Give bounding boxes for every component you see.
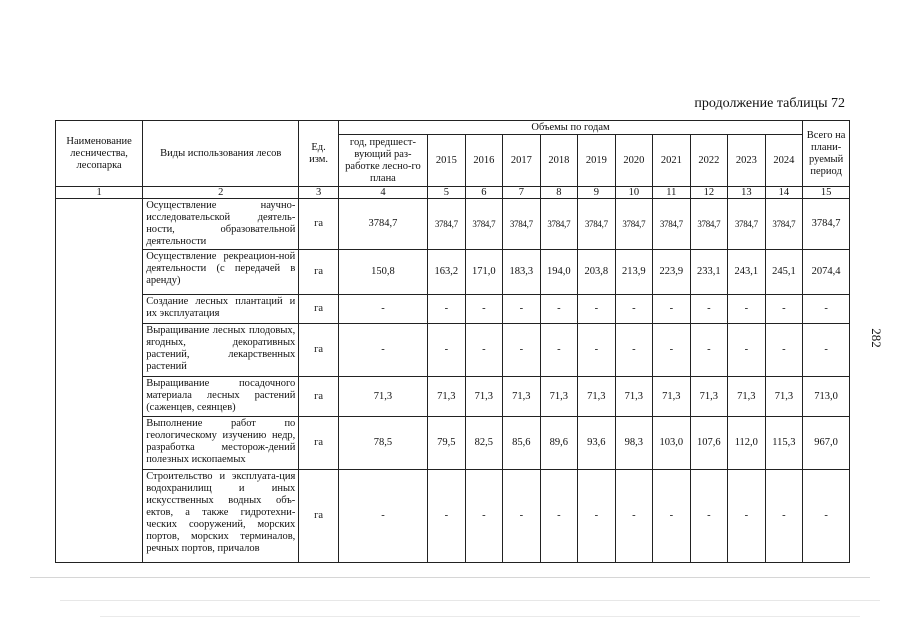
- year-value: -: [765, 324, 803, 377]
- table-row: [56, 470, 850, 563]
- year-value: 98,3: [615, 417, 653, 470]
- forest-use-table: [55, 120, 850, 563]
- column-number: 14: [765, 187, 803, 199]
- header-year: 2023: [728, 135, 766, 187]
- year-value: 3784,7: [428, 199, 466, 250]
- unit-cell: га: [299, 324, 339, 377]
- page-number: 282: [869, 328, 884, 348]
- prev-year-value: 71,3: [338, 377, 427, 417]
- total-value: 3784,7: [803, 199, 850, 250]
- header-year: 2024: [765, 135, 803, 187]
- year-value: 112,0: [728, 417, 766, 470]
- use-type-cell: Строительство и эксплуата-ция водохранилищ и иных искусственных водных объ-ектов, а также гидротехни-ческих сооружений, морских портов, морских терминалов, речных портов, причалов: [143, 470, 299, 563]
- year-value: 71,3: [465, 377, 503, 417]
- use-type-cell: Осуществление научно-исследовательской деятель-ности, образовательной деятельности: [143, 199, 299, 250]
- year-value: -: [728, 295, 766, 324]
- use-type-cell: Осуществление рекреацион-ной деятельности (с передачей в аренду): [143, 250, 299, 295]
- year-value: -: [653, 324, 691, 377]
- header-year: 2016: [465, 135, 503, 187]
- year-value: 183,3: [503, 250, 541, 295]
- year-value: -: [728, 470, 766, 563]
- year-value: -: [690, 324, 728, 377]
- year-value: 82,5: [465, 417, 503, 470]
- column-number: 2: [143, 187, 299, 199]
- year-value: -: [578, 295, 616, 324]
- year-value: 93,6: [578, 417, 616, 470]
- prev-year-value: -: [338, 295, 427, 324]
- column-number: 13: [728, 187, 766, 199]
- header-year: 2019: [578, 135, 616, 187]
- year-value: 3784,7: [690, 199, 728, 250]
- year-value: -: [615, 470, 653, 563]
- year-value: 171,0: [465, 250, 503, 295]
- header-year: 2015: [428, 135, 466, 187]
- year-value: -: [540, 470, 578, 563]
- use-type-cell: Создание лесных плантаций и их эксплуатация: [143, 295, 299, 324]
- year-value: 71,3: [765, 377, 803, 417]
- year-value: 3784,7: [728, 199, 766, 250]
- year-value: 3784,7: [615, 199, 653, 250]
- header-year: 2020: [615, 135, 653, 187]
- year-value: -: [765, 470, 803, 563]
- use-type-cell: Выращивание посадочного материала лесных растений (саженцев, сеянцев): [143, 377, 299, 417]
- table-caption: продолжение таблицы 72: [694, 96, 845, 111]
- year-value: 3784,7: [578, 199, 616, 250]
- unit-cell: га: [299, 295, 339, 324]
- column-number: 4: [338, 187, 427, 199]
- year-value: 245,1: [765, 250, 803, 295]
- total-value: 2074,4: [803, 250, 850, 295]
- year-value: 243,1: [728, 250, 766, 295]
- header-year: 2018: [540, 135, 578, 187]
- year-value: -: [465, 470, 503, 563]
- year-value: 71,3: [653, 377, 691, 417]
- year-value: 163,2: [428, 250, 466, 295]
- year-value: 3784,7: [765, 199, 803, 250]
- column-number: 9: [578, 187, 616, 199]
- column-number: 5: [428, 187, 466, 199]
- year-value: -: [765, 295, 803, 324]
- total-value: -: [803, 470, 850, 563]
- unit-cell: га: [299, 417, 339, 470]
- column-number: 12: [690, 187, 728, 199]
- year-value: -: [428, 470, 466, 563]
- year-value: -: [428, 324, 466, 377]
- column-number: 10: [615, 187, 653, 199]
- table-row: [56, 417, 850, 470]
- header-prev-year: год, предшест-вующий раз-работке лесно-го плана: [338, 135, 427, 187]
- total-value: -: [803, 324, 850, 377]
- header-total: Всего на плани-руемый период: [803, 121, 850, 187]
- year-value: 71,3: [578, 377, 616, 417]
- prev-year-value: 78,5: [338, 417, 427, 470]
- year-value: -: [503, 470, 541, 563]
- year-value: -: [615, 324, 653, 377]
- column-number: 8: [540, 187, 578, 199]
- year-value: 233,1: [690, 250, 728, 295]
- year-value: 213,9: [615, 250, 653, 295]
- total-value: 967,0: [803, 417, 850, 470]
- column-number: 15: [803, 187, 850, 199]
- forestry-name-cell: [56, 199, 143, 563]
- header-year: 2017: [503, 135, 541, 187]
- year-value: -: [578, 470, 616, 563]
- year-value: 89,6: [540, 417, 578, 470]
- prev-year-value: -: [338, 470, 427, 563]
- year-value: 3784,7: [653, 199, 691, 250]
- total-value: 713,0: [803, 377, 850, 417]
- column-number: 3: [299, 187, 339, 199]
- header-year: 2021: [653, 135, 691, 187]
- header-volumes-by-year: Объемы по годам: [338, 121, 802, 135]
- unit-cell: га: [299, 199, 339, 250]
- table-row: [56, 377, 850, 417]
- table-row: [56, 250, 850, 295]
- header-use-types: Виды использования лесов: [143, 121, 299, 187]
- year-value: -: [728, 324, 766, 377]
- year-value: 71,3: [428, 377, 466, 417]
- year-value: 71,3: [540, 377, 578, 417]
- year-value: -: [465, 295, 503, 324]
- year-value: 71,3: [615, 377, 653, 417]
- year-value: -: [653, 470, 691, 563]
- use-type-cell: Выращивание лесных плодовых, ягодных, декоративных растений, лекарственных растений: [143, 324, 299, 377]
- year-value: 107,6: [690, 417, 728, 470]
- year-value: 71,3: [503, 377, 541, 417]
- year-value: -: [578, 324, 616, 377]
- table-row: [56, 324, 850, 377]
- year-value: 71,3: [728, 377, 766, 417]
- year-value: -: [465, 324, 503, 377]
- year-value: -: [615, 295, 653, 324]
- year-value: -: [428, 295, 466, 324]
- use-type-cell: Выполнение работ по геологическому изучению недр, разработка месторож-дений полезных ископаемых: [143, 417, 299, 470]
- prev-year-value: 150,8: [338, 250, 427, 295]
- year-value: 223,9: [653, 250, 691, 295]
- year-value: -: [540, 324, 578, 377]
- year-value: 85,6: [503, 417, 541, 470]
- year-value: 194,0: [540, 250, 578, 295]
- year-value: 3784,7: [465, 199, 503, 250]
- total-value: -: [803, 295, 850, 324]
- unit-cell: га: [299, 377, 339, 417]
- table-row: [56, 199, 850, 250]
- year-value: 3784,7: [503, 199, 541, 250]
- prev-year-value: -: [338, 324, 427, 377]
- header-forestry: Наименование лесничества, лесопарка: [56, 121, 143, 187]
- table-row: [56, 295, 850, 324]
- year-value: -: [503, 295, 541, 324]
- year-value: 3784,7: [540, 199, 578, 250]
- year-value: -: [653, 295, 691, 324]
- year-value: 115,3: [765, 417, 803, 470]
- year-value: -: [690, 295, 728, 324]
- year-value: -: [690, 470, 728, 563]
- year-value: 79,5: [428, 417, 466, 470]
- unit-cell: га: [299, 250, 339, 295]
- year-value: 103,0: [653, 417, 691, 470]
- column-number: 7: [503, 187, 541, 199]
- unit-cell: га: [299, 470, 339, 563]
- header-year: 2022: [690, 135, 728, 187]
- year-value: -: [540, 295, 578, 324]
- column-number: 11: [653, 187, 691, 199]
- header-unit: Ед. изм.: [299, 121, 339, 187]
- year-value: 203,8: [578, 250, 616, 295]
- prev-year-value: 3784,7: [338, 199, 427, 250]
- year-value: -: [503, 324, 541, 377]
- column-number: 1: [56, 187, 143, 199]
- year-value: 71,3: [690, 377, 728, 417]
- column-number: 6: [465, 187, 503, 199]
